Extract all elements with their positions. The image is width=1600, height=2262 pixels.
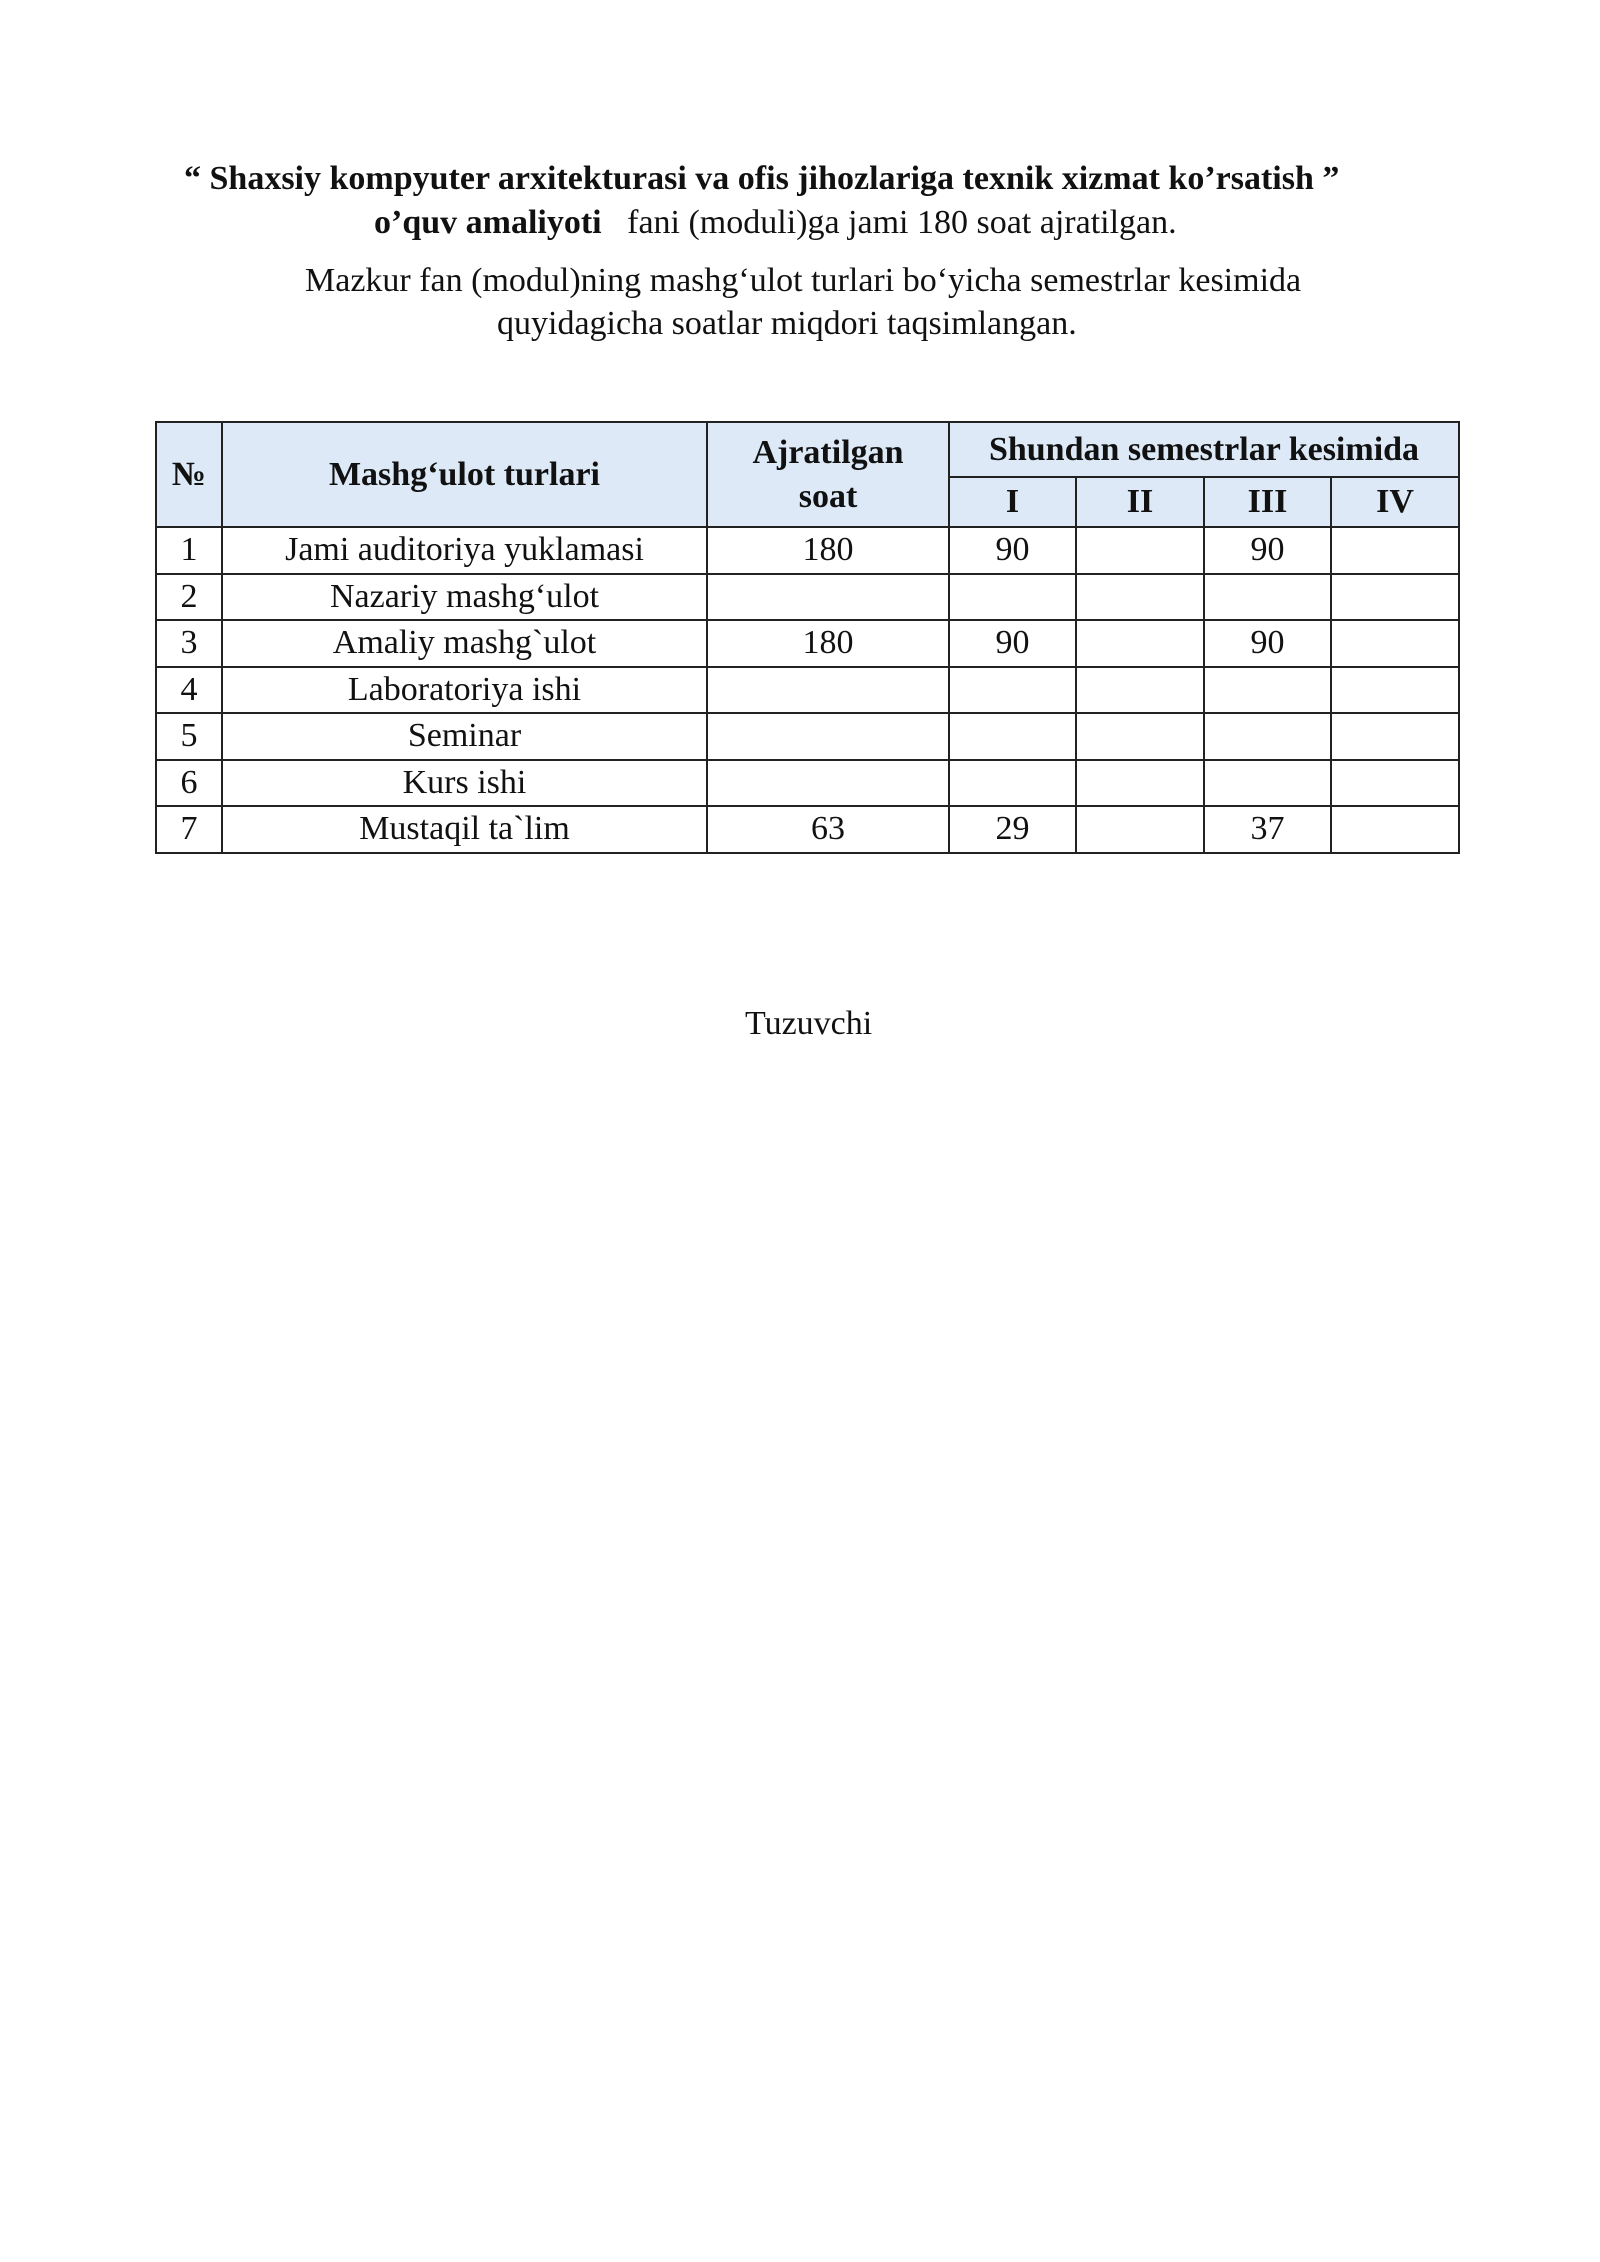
cell-semester-1 — [949, 760, 1076, 807]
header-lesson-type: Mashg‘ulot turlari — [222, 422, 707, 527]
header-semester-2: II — [1076, 477, 1204, 527]
signer-label: Tuzuvchi — [745, 1005, 873, 1042]
cell-lesson-type: Nazariy mashg‘ulot — [222, 574, 707, 621]
cell-semester-1: 29 — [949, 806, 1076, 853]
cell-allocated-hours — [707, 667, 949, 714]
cell-number: 1 — [156, 527, 222, 574]
hours-distribution-table — [155, 421, 1460, 854]
header-semester-3: III — [1204, 477, 1331, 527]
subtitle-bold-part: o’quv amaliyoti — [374, 204, 602, 241]
cell-lesson-type: Kurs ishi — [222, 760, 707, 807]
cell-lesson-type: Jami auditoriya yuklamasi — [222, 527, 707, 574]
cell-semester-2 — [1076, 806, 1204, 853]
cell-semester-4 — [1331, 620, 1459, 667]
cell-semester-4 — [1331, 574, 1459, 621]
cell-allocated-hours: 180 — [707, 620, 949, 667]
cell-semester-3: 90 — [1204, 620, 1331, 667]
header-semester-1: I — [949, 477, 1076, 527]
cell-number: 2 — [156, 574, 222, 621]
cell-number: 5 — [156, 713, 222, 760]
cell-semester-1: 90 — [949, 527, 1076, 574]
cell-semester-2 — [1076, 527, 1204, 574]
cell-semester-4 — [1331, 806, 1459, 853]
table-row — [156, 713, 1459, 760]
cell-lesson-type: Amaliy mashg`ulot — [222, 620, 707, 667]
cell-semester-2 — [1076, 620, 1204, 667]
cell-lesson-type: Mustaqil ta`lim — [222, 806, 707, 853]
paragraph-line-2: quyidagicha soatlar miqdori taqsimlangan. — [497, 305, 1077, 342]
cell-semester-2 — [1076, 574, 1204, 621]
cell-number: 6 — [156, 760, 222, 807]
table-row — [156, 527, 1459, 574]
cell-semester-4 — [1331, 527, 1459, 574]
cell-allocated-hours — [707, 760, 949, 807]
cell-semester-1 — [949, 667, 1076, 714]
cell-allocated-hours — [707, 713, 949, 760]
paragraph-line-1: Mazkur fan (modul)ning mashg‘ulot turlari bo‘yicha semestrlar kesimida — [305, 262, 1302, 299]
cell-number: 7 — [156, 806, 222, 853]
cell-semester-2 — [1076, 667, 1204, 714]
table-row — [156, 574, 1459, 621]
table-row — [156, 760, 1459, 807]
cell-semester-3 — [1204, 667, 1331, 714]
cell-semester-4 — [1331, 667, 1459, 714]
cell-semester-4 — [1331, 713, 1459, 760]
cell-semester-3: 37 — [1204, 806, 1331, 853]
cell-allocated-hours: 63 — [707, 806, 949, 853]
cell-semester-2 — [1076, 713, 1204, 760]
table-header-row — [156, 422, 1459, 477]
table-row — [156, 667, 1459, 714]
header-allocated-line2: soat — [798, 477, 858, 515]
cell-semester-2 — [1076, 760, 1204, 807]
document-title: “ Shaxsiy kompyuter arxitekturasi va ofis jihozlariga texnik xizmat ko’rsatish ” — [184, 160, 1340, 197]
header-allocated-hours — [707, 422, 949, 527]
header-semester-4: IV — [1331, 477, 1459, 527]
cell-semester-3: 90 — [1204, 527, 1331, 574]
cell-allocated-hours — [707, 574, 949, 621]
document-subtitle — [374, 202, 1177, 244]
cell-number: 4 — [156, 667, 222, 714]
cell-lesson-type: Seminar — [222, 713, 707, 760]
header-semesters-group: Shundan semestrlar kesimida — [949, 422, 1459, 477]
cell-semester-1 — [949, 713, 1076, 760]
cell-allocated-hours: 180 — [707, 527, 949, 574]
header-number: № — [156, 422, 222, 527]
subtitle-rest: fani (moduli)ga jami 180 soat ajratilgan. — [627, 204, 1177, 241]
header-allocated-line1: Ajratilgan — [752, 433, 904, 471]
cell-lesson-type: Laboratoriya ishi — [222, 667, 707, 714]
cell-semester-3 — [1204, 760, 1331, 807]
cell-semester-3 — [1204, 574, 1331, 621]
table-row — [156, 620, 1459, 667]
cell-semester-1: 90 — [949, 620, 1076, 667]
cell-number: 3 — [156, 620, 222, 667]
cell-semester-4 — [1331, 760, 1459, 807]
cell-semester-1 — [949, 574, 1076, 621]
table-row — [156, 806, 1459, 853]
cell-semester-3 — [1204, 713, 1331, 760]
